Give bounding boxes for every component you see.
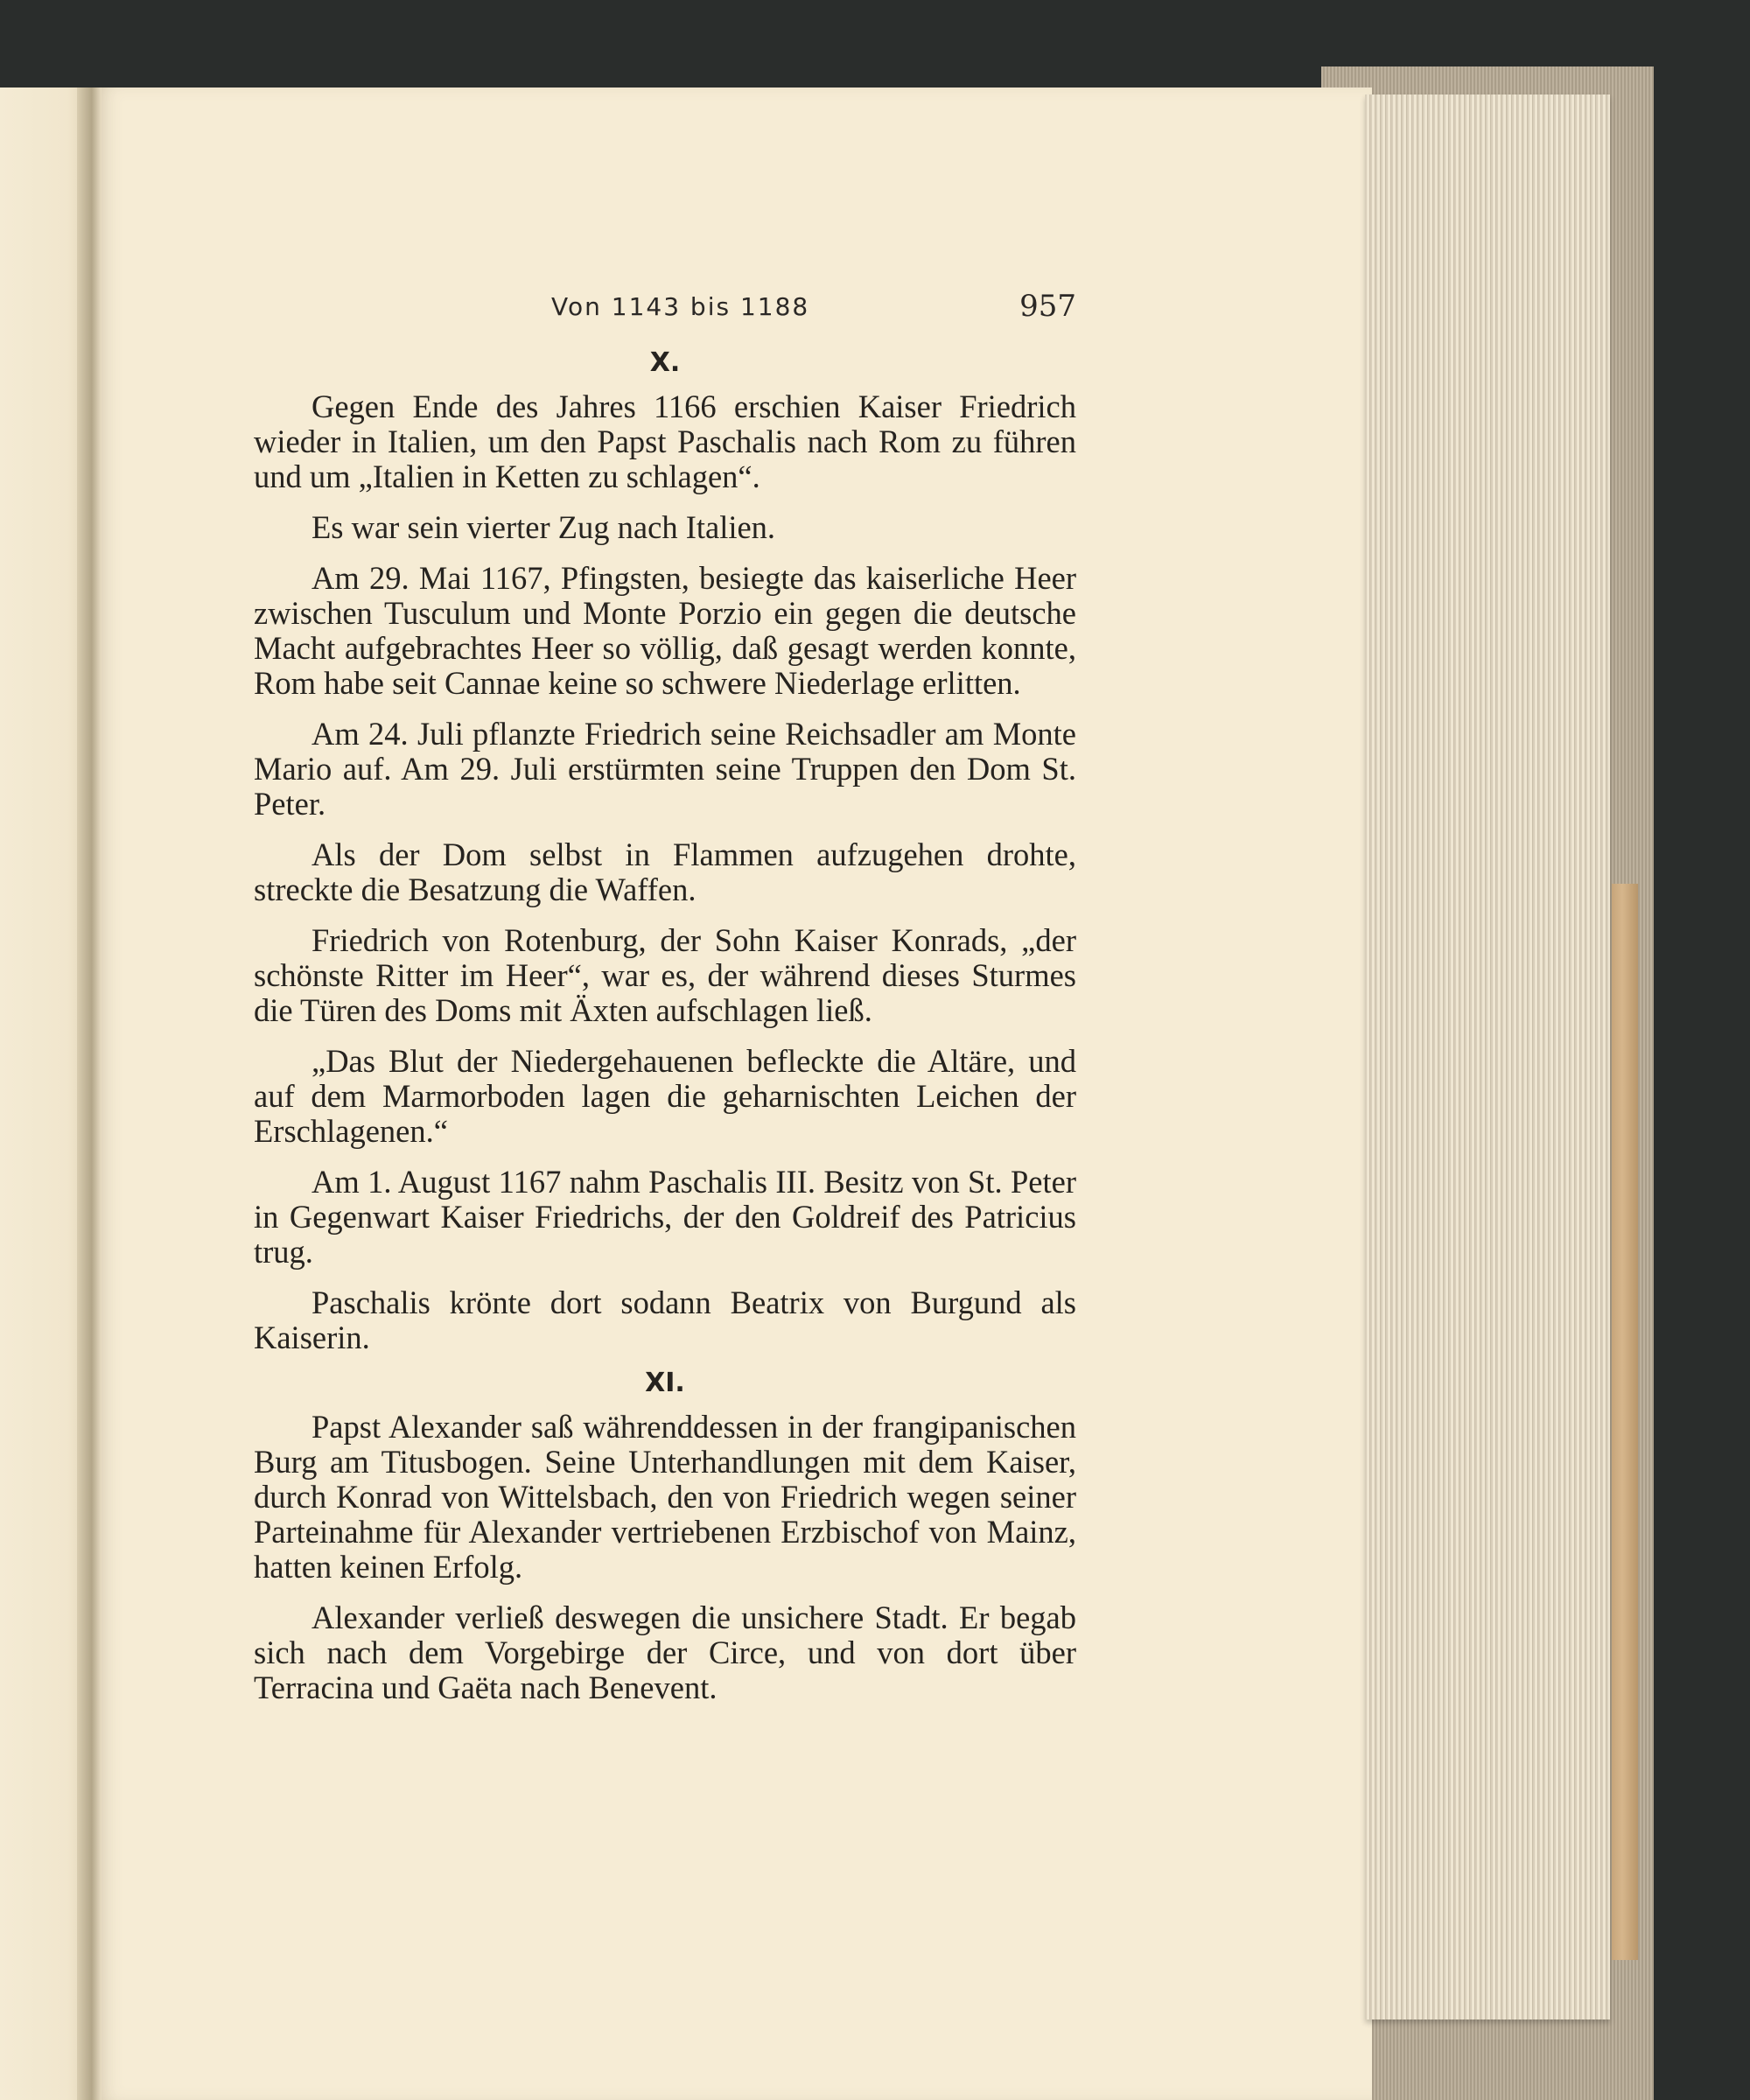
page-number: 957 xyxy=(1019,289,1076,324)
paragraph: Es war sein vierter Zug nach Italien. xyxy=(312,509,776,545)
paragraph: Am 24. Juli pflanzte Friedrich seine Reichsadler am Monte Mario auf. Am 29. Juli erstürmten seine Truppen den Dom St. Peter. xyxy=(254,716,1076,822)
paragraph: „Das Blut der Niedergehauenen befleckte die Altäre, und auf dem Marmorboden lagen die geharnischten Leichen der Erschlagenen.“ xyxy=(254,1043,1076,1149)
paragraph: Paschalis krönte dort sodann Beatrix von Burgund als Kaiserin. xyxy=(254,1284,1076,1355)
paragraph: Papst Alexander saß währenddessen in der frangipanischen Burg am Titusbogen. Seine Unterhandlungen mit dem Kaiser, durch Konrad von Wittelsbach, den von Friedrich wegen seiner Parteinahme für Alexander vertriebenen Erzbischof von Mainz, hatten keinen Erfolg. xyxy=(254,1409,1076,1585)
paragraph: Als der Dom selbst in Flammen aufzugehen drohte, streckte die Besatzung die Waffen. xyxy=(254,836,1076,907)
paragraph: Gegen Ende des Jahres 1166 erschien Kaiser Friedrich wieder in Italien, um den Papst Paschalis nach Rom zu führen und um „Italien in Ketten zu schlagen“. xyxy=(254,388,1076,494)
running-head: Von 1143 bis 1188 xyxy=(551,292,810,321)
page-block-edges xyxy=(1365,94,1610,2020)
paragraph: Am 1. August 1167 nahm Paschalis III. Besitz von St. Peter in Gegenwart Kaiser Friedrichs, der den Goldreif des Patricius trug. xyxy=(254,1164,1076,1270)
paragraph: Alexander verließ deswegen die unsichere Stadt. Er begab sich nach dem Vorgebirge der Circe, und von dort über Terracina und Gaëta nach Benevent. xyxy=(254,1600,1076,1705)
paragraph: Am 29. Mai 1167, Pfingsten, besiegte das kaiserliche Heer zwischen Tusculum und Monte Porzio ein gegen die deutsche Macht aufgebrachtes Heer so völlig, daß gesagt werden konnte, Rom habe seit Cannae keine so schwere Niederlage erlitten. xyxy=(254,560,1076,701)
paragraph: Friedrich von Rotenburg, der Sohn Kaiser Konrads, „der schönste Ritter im Heer“, war es, der während dieses Sturmes die Türen des Doms mit Äxten aufschlagen ließ. xyxy=(254,922,1076,1028)
section-title-xi: XI. xyxy=(645,1368,685,1398)
page-body xyxy=(254,346,1076,1721)
ribbon-bookmark xyxy=(1612,884,1638,1960)
book-gutter xyxy=(77,88,102,2100)
section-title-x: X. xyxy=(649,347,681,378)
page-header xyxy=(254,289,1076,332)
